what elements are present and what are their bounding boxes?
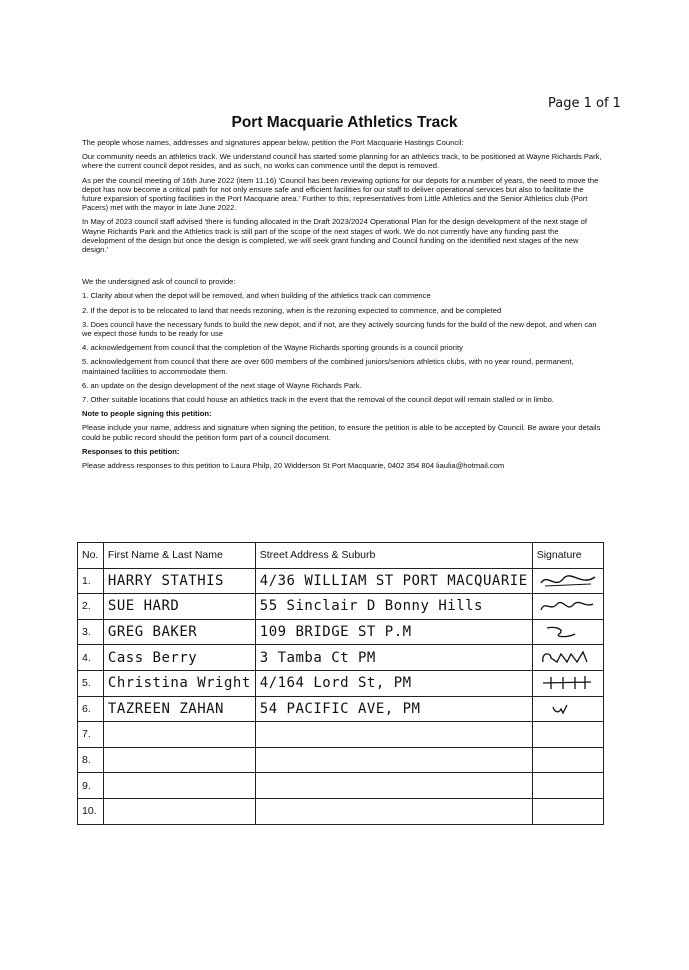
table-row	[78, 619, 604, 645]
funding-paragraph: In May of 2023 council staff advised 'there is funding allocated in the Draft 2023/2024 Operational Plan for the design development of the next stage of Wayne Richards Park and the Athletics track is still part of the scope of the next stages of work. We do not currently have any funding past the development of the design but once the design is completed, we will seek grant funding and Council funding on the identified next stages of the new design.'	[82, 217, 587, 255]
signer-name[interactable]	[103, 798, 255, 824]
signature-cell[interactable]	[532, 645, 603, 671]
signer-address[interactable]	[255, 773, 532, 799]
header-no: No.	[78, 543, 104, 569]
table-row	[78, 722, 604, 748]
table-row	[78, 696, 604, 722]
signer-address[interactable]: 4/164 Lord St, PM	[255, 670, 532, 696]
note-text: Please include your name, address and signature when signing the petition, to ensure the petition is able to be accepted by Council. Be aware your details could be public record should the petition form part of a council document.	[82, 423, 601, 442]
row-number: 7.	[78, 722, 104, 748]
signature-cell[interactable]	[532, 619, 603, 645]
row-number: 2.	[78, 594, 104, 620]
signer-name[interactable]	[103, 773, 255, 799]
signer-address[interactable]: 109 BRIDGE ST P.M	[255, 619, 532, 645]
row-number: 4.	[78, 645, 104, 671]
signer-address[interactable]	[255, 722, 532, 748]
signature-table	[77, 542, 604, 825]
request-item: 7. Other suitable locations that could house an athletics track in the event that the removal of the council depot will remain stalled or in limbo.	[82, 395, 554, 405]
request-item: 1. Clarity about when the depot will be removed, and when building of the athletics track can commence	[82, 291, 431, 301]
row-number: 6.	[78, 696, 104, 722]
signature-cell[interactable]	[532, 696, 603, 722]
signer-name[interactable]: Christina Wright	[103, 670, 255, 696]
table-row	[78, 594, 604, 620]
need-paragraph: Our community needs an athletics track. We understand council has started some planning for an athletics track, to be positioned at Wayne Richards Park, where the current council depot resides, and as such, no works can commence until the depot is removed.	[82, 152, 602, 171]
row-number: 8.	[78, 747, 104, 773]
table-row	[78, 645, 604, 671]
signer-name[interactable]: GREG BAKER	[103, 619, 255, 645]
request-item: 2. If the depot is to be relocated to land that needs rezoning, when is the rezoning expected to commence, and be completed	[82, 305, 502, 315]
signer-name[interactable]	[103, 722, 255, 748]
handwritten-signature	[537, 622, 599, 642]
signer-address[interactable]	[255, 747, 532, 773]
signature-cell[interactable]	[532, 747, 603, 773]
table-row	[78, 747, 604, 773]
signature-cell[interactable]	[532, 773, 603, 799]
table-row	[78, 568, 604, 594]
signature-cell[interactable]	[532, 594, 603, 620]
table-row	[78, 670, 604, 696]
request-item: 3. Does council have the necessary funds to build the new depot, and if not, are they actively sourcing funds for the build of the new depot, and when can we expect those funds to be ready for use	[82, 319, 597, 339]
header-name: First Name & Last Name	[103, 543, 255, 569]
handwritten-signature	[537, 673, 599, 693]
handwritten-signature	[537, 571, 599, 591]
table-row	[78, 798, 604, 824]
table-header-row	[78, 543, 604, 569]
responses-heading: Responses to this petition:	[82, 446, 180, 456]
signer-address[interactable]: 55 Sinclair D Bonny Hills	[255, 594, 532, 620]
row-number: 10.	[78, 798, 104, 824]
table-row	[78, 773, 604, 799]
signer-address[interactable]: 3 Tamba Ct PM	[255, 645, 532, 671]
handwritten-signature	[537, 596, 599, 616]
signer-name[interactable]: TAZREEN ZAHAN	[103, 696, 255, 722]
note-heading: Note to people signing this petition:	[82, 409, 212, 419]
page-number: Page 1 of 1	[548, 96, 621, 111]
row-number: 3.	[78, 619, 104, 645]
row-number: 5.	[78, 670, 104, 696]
signer-name[interactable]: HARRY STATHIS	[103, 568, 255, 594]
request-item: 6. an update on the design development of the next stage of Wayne Richards Park.	[82, 380, 362, 390]
request-item: 4. acknowledgement from council that the completion of the Wayne Richards sporting grounds is a council priority	[82, 343, 463, 353]
signer-name[interactable]: SUE HARD	[103, 594, 255, 620]
responses-text: Please address responses to this petition to Laura Philp, 20 Widderson St Port Macquarie, 0402 354 804 liaulia@hotmail.com	[82, 461, 505, 471]
document-title: Port Macquarie Athletics Track	[231, 114, 458, 131]
signature-cell[interactable]	[532, 798, 603, 824]
row-number: 1.	[78, 568, 104, 594]
header-address: Street Address & Suburb	[255, 543, 532, 569]
signature-cell[interactable]	[532, 722, 603, 748]
signature-cell[interactable]	[532, 568, 603, 594]
row-number: 9.	[78, 773, 104, 799]
intro-paragraph: The people whose names, addresses and signatures appear below, petition the Port Macquarie Hastings Council:	[82, 138, 464, 147]
signer-name[interactable]: Cass Berry	[103, 645, 255, 671]
handwritten-signature	[537, 699, 599, 719]
handwritten-signature	[537, 648, 599, 668]
signer-address[interactable]: 54 PACIFIC AVE, PM	[255, 696, 532, 722]
petition-body	[82, 138, 604, 475]
request-item: 5. acknowledgement from council that there are over 600 members of the combined juniors/seniors athletics clubs, with no year round, permanent, maintained facilities to accommodate them.	[82, 357, 574, 376]
signer-name[interactable]	[103, 747, 255, 773]
header-signature: Signature	[532, 543, 603, 569]
signature-cell[interactable]	[532, 670, 603, 696]
council-meeting-paragraph: As per the council meeting of 16th June 2022 (item 11.16) 'Council has been reviewing options for our depots for a number of years, the need to move the depot has now become a critical path for not only ensure safe and efficient facilities for our staff to deliver operational services but also to facilitate the future expansion of sporting facilities in the Port Macquarie area.' Further to this, representatives from Little Athletics and the Senior Athletics club (Port Pacers) met with the mayor in late June 2022.	[82, 175, 599, 213]
request-intro: We the undersigned ask of council to provide:	[82, 277, 236, 287]
signer-address[interactable]: 4/36 WILLIAM ST PORT MACQUARIE	[255, 568, 532, 594]
signer-address[interactable]	[255, 798, 532, 824]
